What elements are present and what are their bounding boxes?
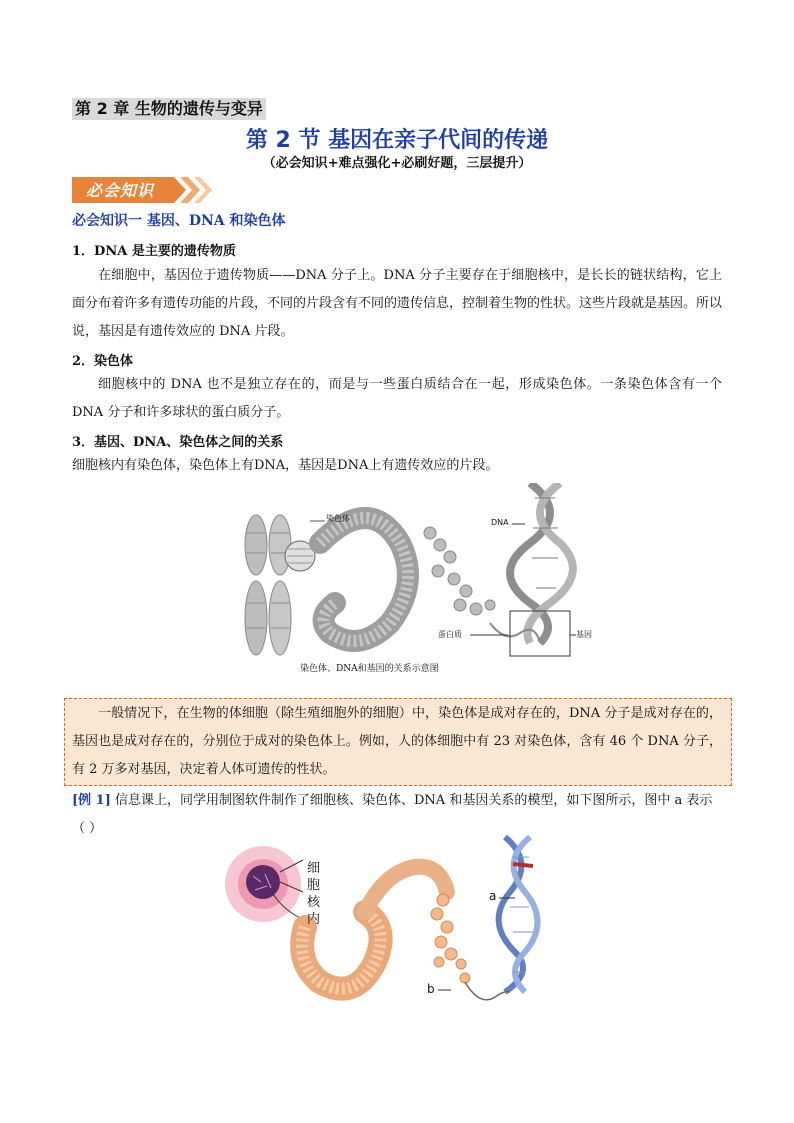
nucleus-label (307, 860, 320, 928)
item2-text: 细胞核中的 DNA 也不是独立存在的，而是与一些蛋白质结合在一起，形成染色体。一条染色体含有一个 DNA 分子和许多球状的蛋白质分子。 (72, 377, 722, 420)
label-gene: 基因 (576, 630, 592, 639)
nucleus-label-char-3: 核 (307, 895, 321, 910)
label-a: a (489, 889, 497, 903)
label-protein: 蛋白质 (438, 630, 462, 639)
chapter-heading: 第 2 章 生物的遗传与变异 (72, 98, 266, 120)
note-text: 一般情况下，在生物的体细胞（除生殖细胞外的细胞）中，染色体是成对存在的，DNA 分子是成对存在的，基因也是成对存在的，分别位于成对的染色体上。例如，人的体细胞中有 23 对染色体，含有 46 个 DNA 分子，有 2 万多对基因，决定着人体可遗传的性状。 (72, 706, 722, 777)
section-title: 第 2 节 基因在亲子代间的传递 (245, 128, 549, 153)
item3-title: 3．基因、DNA、染色体之间的关系 (72, 435, 284, 450)
item2-title: 2．染色体 (72, 354, 134, 369)
example-tag: [例 1] (72, 793, 111, 808)
knowledge-heading: 必会知识一 基因、DNA 和染色体 (72, 213, 286, 229)
item1-title: 1．DNA 是主要的遗传物质 (72, 244, 236, 259)
section-subtitle: （必会知识+难点强化+必刷好题，三层提升） (262, 156, 532, 171)
nucleus-label-char-4: 内 (307, 912, 321, 927)
nucleus-label-char-1: 细 (307, 861, 321, 876)
chromosome-dna-gene-figure (240, 483, 592, 678)
label-dna: DNA (491, 518, 509, 527)
example-text: 信息课上，同学用制图软件制作了细胞核、染色体、DNA 和基因关系的模型，如下图所示，图中 a 表示（ ） (72, 793, 713, 836)
item3-text: 细胞核内有染色体，染色体上有DNA，基因是DNA上有遗传效应的片段。 (72, 458, 499, 473)
figure2-illustration (225, 832, 565, 1007)
nucleus-label-char-2: 胞 (307, 878, 321, 893)
label-b: b (427, 982, 435, 996)
badge-label: 必会知识 (86, 181, 155, 200)
label-chromosome: 染色体 (326, 514, 350, 523)
cell-model-figure (225, 832, 565, 1007)
figure1-illustration (240, 483, 580, 678)
figure1-caption: 染色体、DNA和基因的关系示意图 (300, 664, 439, 674)
item1-text: 在细胞中，基因位于遗传物质——DNA 分子上。DNA 分子主要存在于细胞核中，是长长的链状结构，它上面分布着许多有遗传功能的片段，不同的片段含有不同的遗传信息，控制着生物的性状。这些片段就是基因。所以说，基因是有遗传效应的 DNA 片段。 (72, 268, 723, 339)
